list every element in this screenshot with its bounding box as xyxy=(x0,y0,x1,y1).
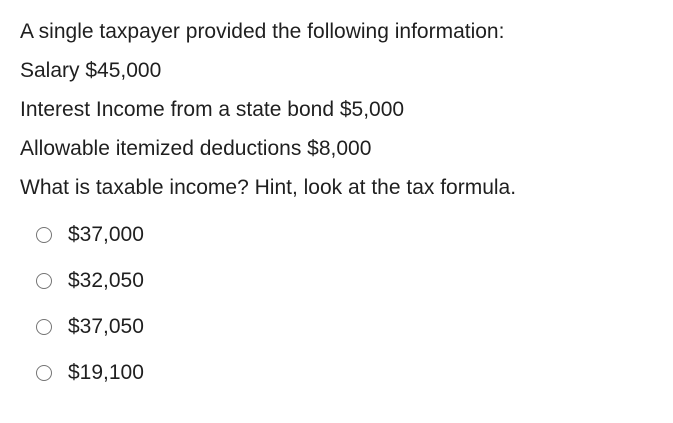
answer-options xyxy=(36,212,436,396)
radio-button-4[interactable] xyxy=(36,365,52,381)
question-interest-income: Interest Income from a state bond $5,000 xyxy=(20,98,405,121)
question-intro: A single taxpayer provided the following information: xyxy=(20,20,505,43)
answer-option-3[interactable] xyxy=(36,304,436,350)
answer-option-label[interactable]: $37,050 xyxy=(68,315,144,338)
radio-button-3[interactable] xyxy=(36,319,52,335)
question-itemized-deductions: Allowable itemized deductions $8,000 xyxy=(20,137,372,160)
answer-option-label[interactable]: $32,050 xyxy=(68,269,144,292)
radio-button-2[interactable] xyxy=(36,273,52,289)
answer-option-label[interactable]: $19,100 xyxy=(68,361,144,384)
answer-option-label[interactable]: $37,000 xyxy=(68,223,144,246)
answer-option-4[interactable] xyxy=(36,350,436,396)
answer-option-2[interactable] xyxy=(36,258,436,304)
radio-button-1[interactable] xyxy=(36,227,52,243)
question-salary: Salary $45,000 xyxy=(20,59,162,82)
question-prompt: What is taxable income? Hint, look at the tax formula. xyxy=(20,176,517,199)
answer-option-1[interactable] xyxy=(36,212,436,258)
question-text xyxy=(20,12,660,207)
